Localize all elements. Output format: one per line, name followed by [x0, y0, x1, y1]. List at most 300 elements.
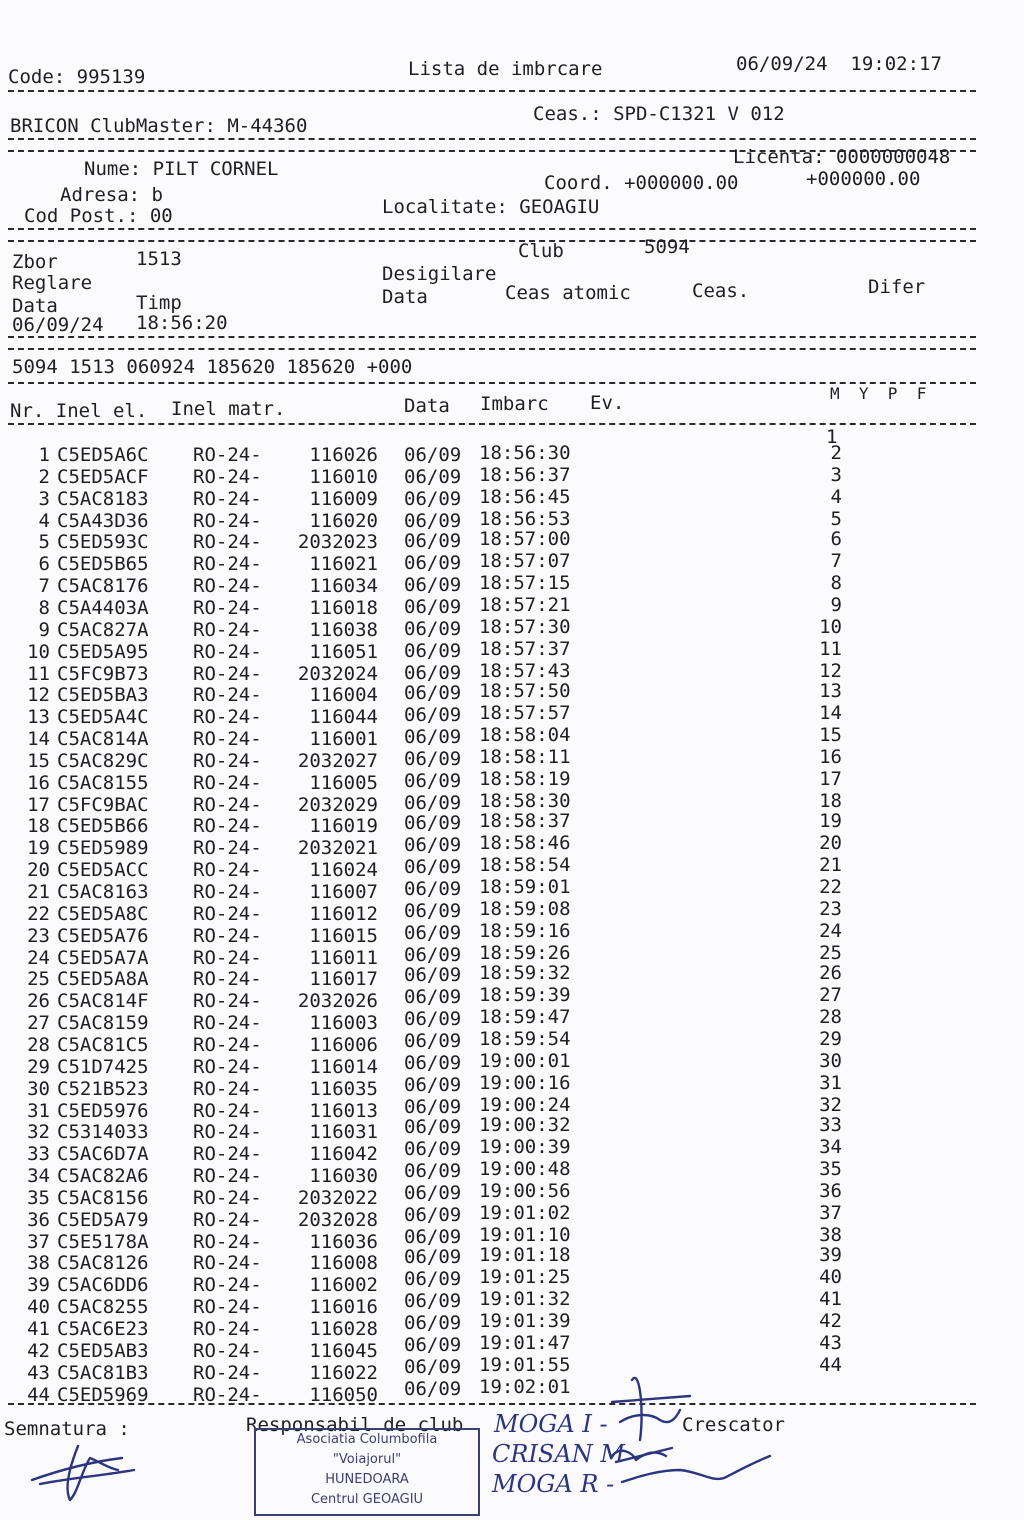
electronic-ring: C5ED5ACC — [57, 859, 149, 882]
ring-number: 116006 — [309, 1033, 378, 1056]
electronic-ring: C5ED593C — [57, 531, 149, 554]
row-number: 43 — [27, 1361, 50, 1384]
row-number: 40 — [27, 1296, 50, 1319]
m-column-value: 24 — [819, 919, 842, 942]
boarding-date: 06/09 — [404, 1225, 462, 1248]
electronic-ring: C5AC8183 — [57, 487, 149, 510]
boarding-time: 18:59:54 — [479, 1027, 571, 1050]
row-number: 24 — [27, 946, 50, 969]
boarding-date: 06/09 — [404, 1203, 462, 1226]
boarding-time: 18:57:30 — [479, 615, 571, 638]
boarding-time: 19:01:32 — [479, 1288, 571, 1311]
m-column-value: 10 — [819, 615, 842, 638]
electronic-ring: C5ED5A95 — [57, 640, 149, 663]
ring-prefix: RO-24- — [193, 618, 262, 641]
boarding-date: 06/09 — [404, 812, 462, 835]
time-label: Timp — [136, 292, 182, 314]
ring-prefix: RO-24- — [193, 1296, 262, 1319]
boarding-time: 18:58:04 — [479, 724, 571, 747]
ring-prefix: RO-24- — [193, 749, 262, 772]
locality: Localitate: GEOAGIU — [382, 196, 600, 218]
boarding-date: 06/09 — [404, 1312, 462, 1334]
ring-number: 116022 — [309, 1361, 378, 1384]
ring-number: 2032029 — [297, 793, 378, 816]
coordinate-lat: Coord. +000000.00 — [544, 172, 739, 194]
ring-prefix: RO-24- — [193, 444, 262, 466]
row-number: 30 — [27, 1077, 50, 1100]
row-number: 41 — [27, 1318, 50, 1340]
handwritten-name: MOGA R - — [492, 1470, 615, 1498]
boarding-time: 18:57:50 — [479, 680, 571, 703]
boarding-time: 18:59:16 — [479, 919, 571, 942]
boarding-date: 06/09 — [404, 921, 462, 944]
m-column-value: 5 — [830, 507, 842, 530]
unsealing-date-label: Data — [382, 286, 428, 308]
unsealing-label: Desigilare — [382, 263, 497, 285]
row-number: 11 — [27, 662, 50, 685]
electronic-ring: C5ED5A8C — [57, 902, 149, 925]
stamp-line: Centrul GEOAGIU — [310, 1492, 424, 1507]
setting-time: 18:56:20 — [136, 312, 228, 334]
boarding-date: 06/09 — [404, 769, 462, 792]
row-number: 20 — [27, 859, 50, 882]
m-column-value: 19 — [819, 810, 842, 833]
row-number: 17 — [27, 793, 50, 816]
row-number: 9 — [38, 618, 50, 641]
electronic-ring: C5AC82A6 — [57, 1165, 149, 1188]
m-column-value: 34 — [819, 1136, 842, 1159]
ring-number: 2032027 — [297, 749, 378, 772]
m-column-value: 27 — [819, 984, 842, 1007]
m-column-value: 33 — [819, 1114, 842, 1137]
ring-number: 116002 — [309, 1274, 378, 1297]
ring-prefix: RO-24- — [193, 706, 262, 729]
col-header-event: Ev. — [590, 392, 625, 414]
m-column-value: 21 — [819, 854, 842, 877]
electronic-ring: C5ED5976 — [57, 1099, 149, 1122]
ceas-model: Ceas.: SPD-C1321 V 012 — [533, 103, 785, 125]
date-label: Data — [12, 295, 58, 317]
signature-label: Semnatura : — [4, 1418, 130, 1440]
boarding-date: 06/09 — [404, 530, 462, 553]
row-number: 18 — [27, 815, 50, 838]
ring-number: 116008 — [309, 1252, 378, 1275]
boarding-date: 06/09 — [404, 444, 462, 466]
boarding-time: 19:01:02 — [479, 1201, 571, 1224]
ring-prefix: RO-24- — [193, 1165, 262, 1188]
ring-prefix: RO-24- — [193, 924, 262, 947]
boarding-date: 06/09 — [404, 899, 462, 922]
m-column-value: 2 — [830, 442, 842, 464]
ring-number: 116038 — [309, 618, 378, 641]
row-number: 34 — [27, 1165, 50, 1188]
row-number: 42 — [27, 1339, 50, 1362]
row-number: 37 — [27, 1230, 50, 1253]
electronic-ring: C5AC8255 — [57, 1296, 149, 1319]
electronic-ring: C5FC9B73 — [57, 662, 149, 685]
m-column-first: 1 — [826, 426, 838, 448]
m-column-value: 8 — [830, 572, 842, 595]
boarding-time: 19:01:25 — [479, 1266, 571, 1289]
ring-number: 116042 — [309, 1143, 378, 1166]
boarding-date: 06/09 — [404, 552, 462, 575]
ring-prefix: RO-24- — [193, 1208, 262, 1231]
ring-number: 2032026 — [297, 990, 378, 1013]
boarding-time: 18:56:37 — [479, 463, 571, 486]
boarding-date: 06/09 — [404, 1029, 462, 1052]
m-column-value: 14 — [819, 702, 842, 725]
row-number: 31 — [27, 1099, 50, 1122]
electronic-ring: C5AC81B3 — [57, 1361, 149, 1384]
m-column-value: 13 — [819, 680, 842, 703]
ring-prefix: RO-24- — [193, 1099, 262, 1122]
ring-prefix: RO-24- — [193, 771, 262, 794]
boarding-time: 18:59:47 — [479, 1006, 571, 1029]
m-column-value: 11 — [819, 637, 842, 660]
ring-number: 116021 — [309, 553, 378, 576]
row-number: 29 — [27, 1055, 50, 1078]
flight-value: 1513 — [136, 248, 182, 270]
ring-number: 116031 — [309, 1121, 378, 1144]
boarding-time: 19:01:10 — [479, 1223, 571, 1246]
row-number: 36 — [27, 1208, 50, 1231]
ring-number: 2032024 — [297, 662, 378, 685]
electronic-ring: C5ED5AB3 — [57, 1339, 149, 1362]
ring-prefix: RO-24- — [193, 509, 262, 532]
boarding-date: 06/09 — [404, 465, 462, 488]
boarding-date: 06/09 — [404, 943, 462, 966]
row-number: 33 — [27, 1143, 50, 1166]
ring-number: 116005 — [309, 771, 378, 794]
electronic-ring: C521B523 — [57, 1077, 149, 1100]
boarding-date: 06/09 — [404, 639, 462, 662]
ring-number: 2032023 — [297, 531, 378, 554]
electronic-ring: C5AC6DD6 — [57, 1274, 149, 1297]
electronic-ring: C5ED5BA3 — [57, 684, 149, 707]
ring-prefix: RO-24- — [193, 881, 262, 903]
boarding-time: 18:58:11 — [479, 745, 571, 768]
ring-prefix: RO-24- — [193, 640, 262, 663]
boarding-date: 06/09 — [404, 1355, 462, 1378]
ring-number: 116001 — [309, 728, 378, 751]
club-responsible-label: Responsabil de club — [246, 1414, 464, 1436]
boarding-date: 06/09 — [404, 1095, 462, 1118]
row-number: 7 — [38, 575, 50, 598]
row-number: 32 — [27, 1121, 50, 1144]
boarding-time: 19:02:01 — [479, 1375, 571, 1398]
boarding-time: 19:01:18 — [479, 1244, 571, 1267]
ring-prefix: RO-24- — [193, 902, 262, 925]
ring-prefix: RO-24- — [193, 531, 262, 554]
ring-number: 2032021 — [297, 837, 378, 860]
setting-date: 06/09/24 — [12, 314, 104, 336]
ring-number: 116028 — [309, 1318, 378, 1340]
ring-number: 2032022 — [297, 1186, 378, 1209]
electronic-ring: C5AC8176 — [57, 575, 149, 598]
row-number: 21 — [27, 881, 50, 903]
m-column-value: 38 — [819, 1223, 842, 1246]
boarding-time: 18:59:08 — [479, 897, 571, 920]
ring-number: 116036 — [309, 1230, 378, 1253]
m-column-value: 22 — [819, 876, 842, 898]
col-header-reg-ring: Inel matr. — [171, 398, 286, 420]
m-column-value: 29 — [819, 1027, 842, 1050]
ring-number: 116024 — [309, 859, 378, 882]
boarding-time: 19:00:01 — [479, 1049, 571, 1072]
ring-prefix: RO-24- — [193, 793, 262, 816]
row-number: 10 — [27, 640, 50, 663]
setting-label: Reglare — [12, 272, 93, 294]
ring-number: 116020 — [309, 509, 378, 532]
boarding-time: 19:01:39 — [479, 1310, 571, 1332]
signature-scribble — [32, 1446, 134, 1500]
licence: Licenta: 0000000048 — [733, 146, 951, 168]
row-number: 26 — [27, 990, 50, 1013]
boarding-time: 18:58:30 — [479, 789, 571, 812]
electronic-ring: C5ED5B65 — [57, 553, 149, 576]
electronic-ring: C5AC829C — [57, 749, 149, 772]
electronic-ring: C5ED5989 — [57, 837, 149, 860]
stamp-line: HUNEDOARA — [325, 1472, 409, 1487]
electronic-ring: C5AC814A — [57, 728, 149, 751]
postal-code: Cod Post.: 00 — [24, 205, 173, 227]
boarding-date: 06/09 — [404, 834, 462, 857]
ring-number: 116016 — [309, 1296, 378, 1319]
club-value: 5094 — [644, 236, 690, 258]
electronic-ring: C51D7425 — [57, 1055, 149, 1078]
m-column-value: 36 — [819, 1179, 842, 1202]
ring-prefix: RO-24- — [193, 837, 262, 860]
boarding-date: 06/09 — [404, 791, 462, 814]
boarding-time: 18:58:54 — [479, 854, 571, 877]
ring-prefix: RO-24- — [193, 1361, 262, 1384]
boarding-date: 06/09 — [404, 986, 462, 1009]
ring-prefix: RO-24- — [193, 968, 262, 991]
ring-prefix: RO-24- — [193, 1186, 262, 1209]
electronic-ring: C5FC9BAC — [57, 793, 149, 816]
ring-number: 116044 — [309, 706, 378, 729]
row-number: 6 — [38, 553, 50, 576]
boarding-date: 06/09 — [404, 509, 462, 532]
boarding-time: 18:59:39 — [479, 984, 571, 1007]
ring-prefix: RO-24- — [193, 1383, 262, 1406]
m-column-value: 4 — [830, 485, 842, 508]
electronic-ring: C5AC8163 — [57, 881, 149, 903]
m-column-value: 16 — [819, 745, 842, 768]
ring-prefix: RO-24- — [193, 1033, 262, 1056]
boarding-time: 18:58:19 — [479, 767, 571, 790]
ring-number: 116017 — [309, 968, 378, 991]
signature-scribble — [612, 1378, 690, 1440]
atomic-clock-label: Ceas atomic — [505, 282, 631, 304]
ring-prefix: RO-24- — [193, 1339, 262, 1362]
ring-prefix: RO-24- — [193, 1252, 262, 1275]
owner-address: Adresa: b — [60, 184, 163, 206]
boarding-time: 18:57:07 — [479, 550, 571, 573]
m-column-value: 6 — [830, 528, 842, 551]
row-number: 5 — [38, 531, 50, 554]
boarding-time: 18:59:32 — [479, 962, 571, 985]
m-column-value: 41 — [819, 1288, 842, 1311]
m-column-value: 3 — [830, 463, 842, 486]
boarding-date: 06/09 — [404, 1377, 462, 1400]
handwritten-name: CRISAN M — [492, 1440, 625, 1468]
boarding-date: 06/09 — [404, 1268, 462, 1291]
row-number: 25 — [27, 968, 50, 991]
ring-number: 116018 — [309, 596, 378, 619]
electronic-ring: C5AC8126 — [57, 1252, 149, 1275]
electronic-ring: C5ED5A8A — [57, 968, 149, 991]
row-number: 4 — [38, 509, 50, 532]
m-column-value: 18 — [819, 789, 842, 812]
m-column-value: 28 — [819, 1006, 842, 1029]
m-column-value: 9 — [830, 593, 842, 616]
m-column-value: 32 — [819, 1093, 842, 1116]
boarding-date: 06/09 — [404, 1008, 462, 1031]
ring-prefix: RO-24- — [193, 1274, 262, 1297]
ring-prefix: RO-24- — [193, 946, 262, 969]
ring-number: 116050 — [309, 1383, 378, 1406]
boarding-time: 18:58:37 — [479, 810, 571, 833]
document-title: Lista de imbrcare — [408, 58, 603, 80]
row-number: 13 — [27, 706, 50, 729]
signature-scribble — [612, 1448, 672, 1462]
col-header-mypf: M Y P F — [830, 384, 927, 403]
m-column-value: 44 — [819, 1353, 842, 1376]
electronic-ring: C5AC6D7A — [57, 1143, 149, 1166]
electronic-ring: C5ED5ACF — [57, 465, 149, 488]
ring-number: 116010 — [309, 465, 378, 488]
coordinate-lon: +000000.00 — [806, 168, 921, 190]
electronic-ring: C5ED5A6C — [57, 444, 149, 466]
ring-prefix: RO-24- — [193, 1143, 262, 1166]
electronic-ring: C5AC8156 — [57, 1186, 149, 1209]
electronic-ring: C5AC827A — [57, 618, 149, 641]
m-column-value: 15 — [819, 724, 842, 747]
row-number: 22 — [27, 902, 50, 925]
electronic-ring: C5A4403A — [57, 596, 149, 619]
m-column-value: 12 — [819, 659, 842, 682]
row-number: 3 — [38, 487, 50, 510]
ring-number: 116051 — [309, 640, 378, 663]
ring-prefix: RO-24- — [193, 596, 262, 619]
ring-prefix: RO-24- — [193, 1077, 262, 1100]
club-master: BRICON ClubMaster: M-44360 — [10, 115, 308, 137]
ring-prefix: RO-24- — [193, 815, 262, 838]
boarding-date: 06/09 — [404, 617, 462, 640]
electronic-ring: C5ED5B66 — [57, 815, 149, 838]
ring-number: 116035 — [309, 1077, 378, 1100]
col-header-date: Data — [404, 395, 450, 417]
clock-label: Ceas. — [692, 280, 750, 302]
boarding-time: 19:00:32 — [479, 1114, 571, 1137]
ring-prefix: RO-24- — [193, 1121, 262, 1144]
boarding-time: 18:57:43 — [479, 659, 571, 682]
stamp-line: "Voiajorul" — [332, 1452, 402, 1467]
m-column-value: 37 — [819, 1201, 842, 1224]
electronic-ring: C5AC81C5 — [57, 1033, 149, 1056]
boarding-time: 18:57:00 — [479, 528, 571, 551]
electronic-ring: C5E5178A — [57, 1230, 149, 1253]
boarding-time: 19:00:39 — [479, 1136, 571, 1159]
boarding-time: 19:00:24 — [479, 1093, 571, 1116]
boarding-date: 06/09 — [404, 726, 462, 749]
row-number: 16 — [27, 771, 50, 794]
m-column-value: 30 — [819, 1049, 842, 1072]
boarding-date: 06/09 — [404, 1246, 462, 1269]
boarding-time: 19:00:16 — [479, 1071, 571, 1094]
ring-prefix: RO-24- — [193, 487, 262, 510]
m-column-value: 26 — [819, 962, 842, 985]
m-column-value: 40 — [819, 1266, 842, 1289]
row-number: 38 — [27, 1252, 50, 1275]
boarding-time: 19:00:56 — [479, 1179, 571, 1202]
owner-name: Nume: PILT CORNEL — [84, 158, 279, 180]
m-column-value: 25 — [819, 941, 842, 964]
electronic-ring: C5ED5A76 — [57, 924, 149, 947]
ring-prefix: RO-24- — [193, 662, 262, 685]
row-number: 28 — [27, 1033, 50, 1056]
boarding-time: 18:58:46 — [479, 832, 571, 855]
electronic-ring: C5ED5A7A — [57, 946, 149, 969]
handwritten-name: MOGA I - — [494, 1410, 608, 1438]
ring-prefix: RO-24- — [193, 1318, 262, 1340]
row-number: 19 — [27, 837, 50, 860]
boarding-date: 06/09 — [404, 682, 462, 705]
ring-number: 116019 — [309, 815, 378, 838]
boarding-time: 19:01:47 — [479, 1331, 571, 1354]
boarding-date: 06/09 — [404, 747, 462, 770]
row-number: 27 — [27, 1012, 50, 1035]
electronic-ring: C5AC6E23 — [57, 1318, 149, 1340]
ring-prefix: RO-24- — [193, 684, 262, 707]
ring-prefix: RO-24- — [193, 990, 262, 1013]
m-column-value: 17 — [819, 767, 842, 790]
row-number: 1 — [38, 444, 50, 466]
boarding-date: 06/09 — [404, 704, 462, 727]
ring-number: 116014 — [309, 1055, 378, 1078]
ring-prefix: RO-24- — [193, 1055, 262, 1078]
row-number: 2 — [38, 465, 50, 488]
col-header-nr-ring: Nr. Inel el. — [10, 400, 148, 422]
ring-number: 116007 — [309, 881, 378, 903]
ring-number: 116026 — [309, 444, 378, 466]
electronic-ring: C5ED5A79 — [57, 1208, 149, 1231]
flight-label: Zbor — [12, 251, 58, 273]
ring-prefix: RO-24- — [193, 728, 262, 751]
ring-prefix: RO-24- — [193, 465, 262, 488]
electronic-ring: C5AC8155 — [57, 771, 149, 794]
ring-number: 116011 — [309, 946, 378, 969]
row-number: 8 — [38, 596, 50, 619]
boarding-time: 18:59:01 — [479, 876, 571, 898]
m-column-value: 7 — [830, 550, 842, 573]
ring-prefix: RO-24- — [193, 859, 262, 882]
ring-number: 116012 — [309, 902, 378, 925]
m-column-value: 31 — [819, 1071, 842, 1094]
row-number: 15 — [27, 749, 50, 772]
row-number: 23 — [27, 924, 50, 947]
ring-number: 116034 — [309, 575, 378, 598]
boarding-time: 18:57:15 — [479, 572, 571, 595]
boarding-time: 18:57:37 — [479, 637, 571, 660]
flight-code-line: 5094 1513 060924 185620 185620 +000 — [12, 356, 413, 378]
ring-prefix: RO-24- — [193, 575, 262, 598]
col-header-boarding: Imbarc — [480, 393, 549, 415]
print-datetime: 06/09/24 19:02:17 — [736, 53, 942, 75]
boarding-time: 19:01:55 — [479, 1353, 571, 1376]
m-column-value: 39 — [819, 1244, 842, 1267]
